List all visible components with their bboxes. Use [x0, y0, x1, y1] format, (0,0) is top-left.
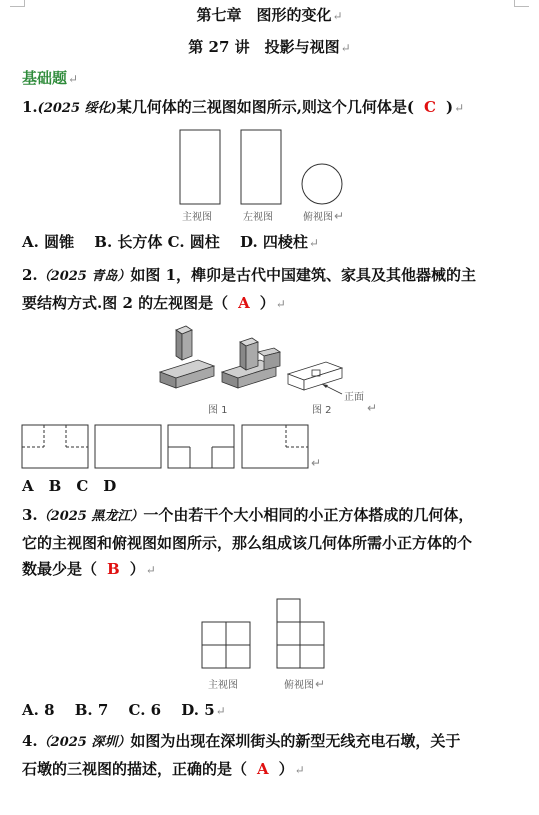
q3-top-view [277, 599, 324, 668]
question-2: 2.（2025 青岛）如图 1，榫卯是古代中国建筑、家具及其他器械的主 要结构方式.图 2 的左视图是（ A ）↵ [22, 266, 477, 312]
q2-options-mark: ↵ [311, 456, 322, 470]
section-title: 基础题↵ [22, 69, 79, 87]
q3-options: A. 8 B. 7 C. 6 D. 5↵ [22, 701, 226, 719]
q2-front-label: 正面 [344, 392, 364, 403]
q3-caption-front: 主视图 [208, 680, 238, 691]
q2-fig1-caption: 图 1 [208, 405, 228, 416]
lecture-title: 第 27 讲 投影与视图↵ [188, 38, 351, 56]
q1-caption-front: 主视图 [182, 212, 212, 223]
answer-3: B [107, 560, 120, 578]
answer-2: A [238, 294, 250, 312]
answer-1: C [424, 98, 436, 116]
q3-caption-top: 俯视图↵ [284, 677, 326, 691]
q1-options: A. 圆锥 B. 长方体 C. 圆柱 D. 四棱柱↵ [22, 233, 319, 251]
q3-front-view [202, 622, 250, 668]
question-3: 3.（2025 黑龙江）一个由若干个大小相同的小正方体搭成的几何体， 它的主视图和俯视图如图所示，那么组成该几何体所需小正方体的个 数最少是（ B ）↵ [22, 506, 474, 578]
q2-fig2-caption: 图 2 [312, 405, 332, 416]
question-4: 4.（2025 深圳）如图为出现在深圳街头的新型无线充电石墩，关于 石墩的三视图的描述，正确的是（ A ）↵ [22, 732, 461, 778]
q1-caption-top: 俯视图↵ [303, 209, 345, 223]
chapter-title: 第七章 图形的变化↵ [196, 6, 343, 24]
question-1: 1.(2025 绥化)某几何体的三视图如图所示,则这个几何体是( C )↵ [22, 98, 465, 116]
q2-fig-mark: ↵ [367, 401, 378, 415]
q2-options: A B C D [22, 477, 117, 495]
q1-caption-side: 左视图 [243, 212, 273, 223]
answer-4: A [257, 760, 269, 778]
